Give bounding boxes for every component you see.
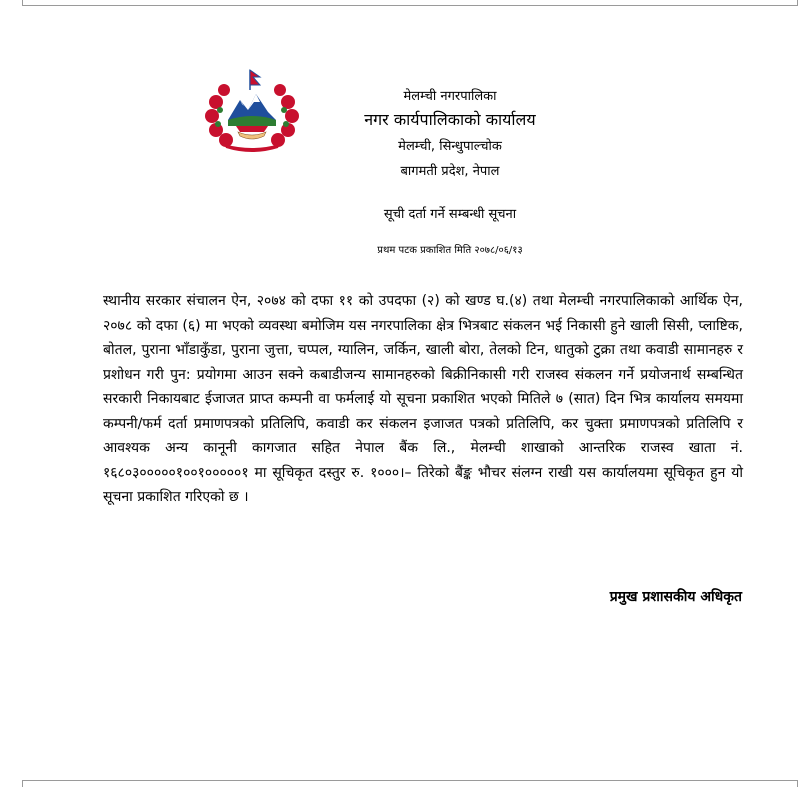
province-country: बागमती प्रदेश, नेपाल bbox=[400, 164, 500, 179]
municipality-name: मेलम्ची नगरपालिका bbox=[403, 89, 497, 104]
signatory-title: प्रमुख प्रशासकीय अधिकृत bbox=[609, 589, 742, 605]
notice-title: सूची दर्ता गर्ने सम्बन्धी सूचना bbox=[383, 207, 517, 222]
page-border-top bbox=[22, 0, 798, 6]
office-name: नगर कार्यपालिकाको कार्यालय bbox=[364, 110, 536, 129]
nepal-emblem-icon bbox=[202, 66, 302, 152]
page-border-bottom bbox=[22, 780, 798, 787]
publish-date: प्रथम पटक प्रकाशित मिति २०७८/०६/१३ bbox=[377, 245, 523, 256]
office-address: मेलम्ची, सिन्धुपाल्चोक bbox=[398, 139, 502, 154]
notice-body: स्थानीय सरकार संचालन ऐन, २०७४ को दफा ११ को उपदफा (२) को खण्ड घ.(४) तथा मेलम्ची नगरपालिकाको आर्थिक ऐन, २०७८ को दफा (६) मा भएको व्यवस्था बमोजिम यस नगरपालिका क्षेत्र भित्रबाट संकलन भई निकासी हुने खाली सिसी, प्लाष्टिक, बोतल, पुराना भाँडाकुँडा, पुराना जुत्ता, चप्पल, ग्यालिन, जर्किन, खाली बोरा, तेलको टिन, धातुको टुक्रा तथा कवाडी सामानहरु र प्रशोधन गरी पुन: प्रयोगमा आउन सक्ने कबाडीजन्य सामानहरुको बिक्रीनिकासी गरी राजस्व संकलन गर्ने प्रयोजनार्थ सम्बन्धित सरकारी निकायबाट ईजाजत प्राप्त कम्पनी वा फर्मलाई यो सूचना प्रकाशित भएको मितिले ७ (सात) दिन भित्र कार्यालय समयमा कम्पनी/फर्म दर्ता प्रमाणपत्रको प्रतिलिपि, कवाडी कर संकलन इजाजत पत्रको प्रतिलिपि, कर चुक्ता प्रमाणपत्रको प्रतिलिपि र आवश्यक अन्य कानूनी कागजात सहित नेपाल बैंक लि., मेलम्ची शाखाको आन्तरिक राजस्व खाता नं. १६८०३०००००१००१०००००१ मा सूचिकृत दस्तुर रु. १०००।– तिरेको बैंङ्क भौचर संलग्न राखी यस कार्यालयमा सूचिकृत हुन यो सूचना प्रकाशित गरिएको छ । bbox=[103, 293, 743, 505]
